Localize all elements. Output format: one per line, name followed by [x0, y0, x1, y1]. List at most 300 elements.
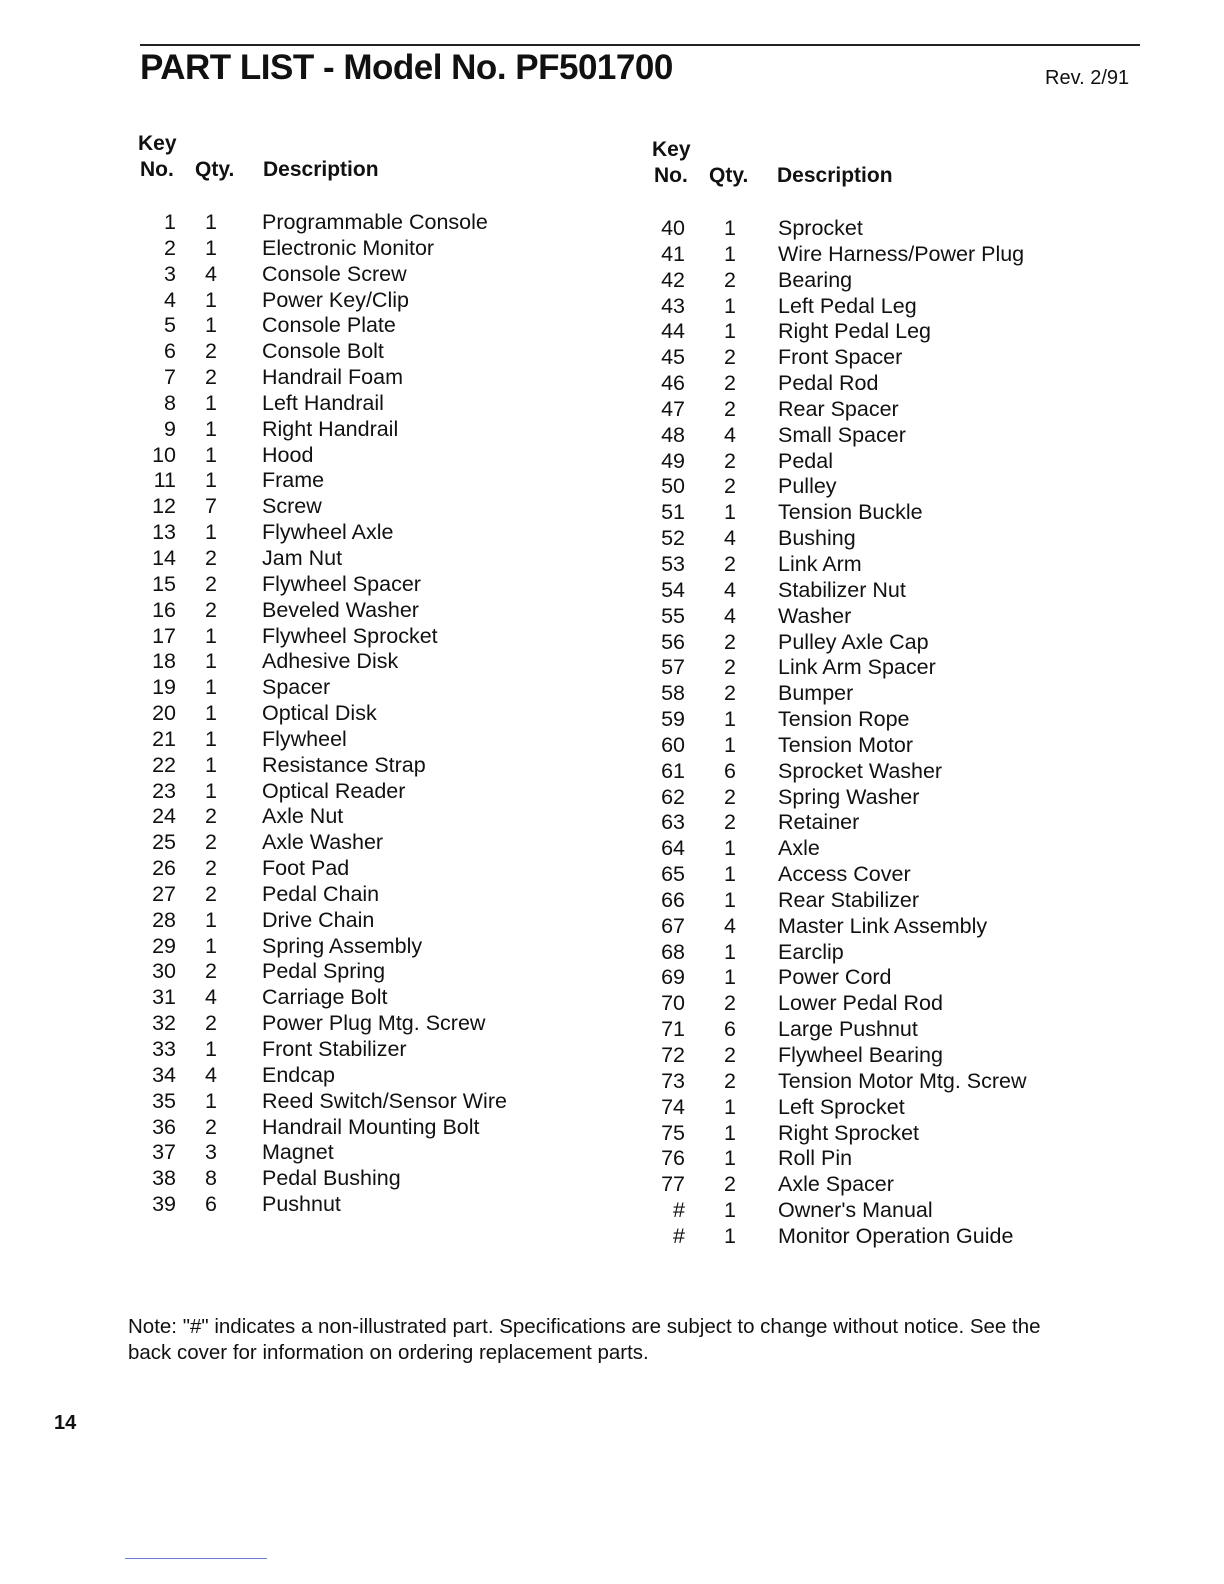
quantity: 1 [205, 390, 217, 415]
key-number: 37 [152, 1140, 176, 1165]
part-description: Optical Disk [262, 701, 377, 726]
table-row [138, 727, 618, 753]
quantity: 1 [724, 293, 736, 318]
title-rule [140, 44, 1140, 46]
part-description: Power Cord [778, 965, 892, 990]
part-description: Retainer [778, 810, 860, 835]
key-number: 11 [153, 468, 176, 493]
key-number: 25 [152, 830, 176, 855]
part-description: Magnet [262, 1140, 334, 1165]
key-number: 63 [661, 810, 685, 835]
table-row [138, 779, 618, 805]
table-row [652, 1224, 1132, 1250]
table-row [652, 604, 1132, 630]
part-description: Access Cover [778, 862, 911, 887]
quantity: 4 [724, 913, 736, 938]
table-row [652, 733, 1132, 759]
part-description: Spacer [262, 675, 331, 700]
table-row [652, 655, 1132, 681]
part-description: Jam Nut [262, 545, 343, 570]
table-row [652, 1043, 1132, 1069]
part-description: Roll Pin [778, 1146, 853, 1171]
table-row [138, 494, 618, 520]
table-row [138, 288, 618, 314]
part-description: Axle Washer [262, 830, 384, 855]
key-number: # [673, 1198, 685, 1223]
key-number: 40 [661, 216, 685, 240]
part-description: Flywheel Spacer [262, 571, 421, 596]
quantity: 1 [724, 965, 736, 990]
part-description: Flywheel Axle [262, 520, 394, 545]
key-number: 77 [661, 1172, 685, 1197]
header-key: Key [652, 138, 691, 161]
header-description: Description [263, 158, 379, 181]
header-no: No. [654, 164, 688, 187]
table-row [652, 965, 1132, 991]
part-description: Washer [778, 603, 852, 628]
quantity: 1 [205, 623, 217, 648]
key-number: 34 [152, 1062, 176, 1087]
revision-label: Rev. 2/91 [1045, 67, 1130, 89]
table-row [652, 991, 1132, 1017]
table-row [138, 1166, 618, 1192]
key-number: 62 [661, 784, 685, 809]
key-number: 57 [661, 655, 685, 680]
quantity: 4 [724, 603, 736, 628]
quantity: 2 [724, 448, 736, 473]
part-description: Beveled Washer [262, 597, 419, 622]
table-row [138, 1140, 618, 1166]
key-number: 64 [661, 836, 685, 861]
table-row [138, 1192, 618, 1218]
part-description: Pedal Chain [262, 881, 380, 906]
table-row [138, 624, 618, 650]
quantity: 2 [205, 571, 217, 596]
key-number: 48 [661, 422, 685, 447]
key-number: 44 [661, 319, 685, 344]
table-row [138, 365, 618, 391]
key-number: 6 [164, 339, 176, 364]
quantity: 2 [724, 1172, 736, 1197]
part-description: Rear Spacer [778, 396, 899, 421]
quantity: 1 [205, 1037, 217, 1061]
key-number: 29 [152, 933, 176, 958]
key-number: 46 [661, 371, 685, 396]
quantity: 4 [724, 422, 736, 447]
quantity: 2 [205, 881, 217, 906]
part-description: Pedal Bushing [262, 1166, 401, 1191]
key-number: 4 [164, 287, 176, 312]
table-row [138, 210, 618, 236]
part-description: Axle Nut [262, 804, 344, 829]
key-number: 51 [661, 500, 685, 525]
table-row [652, 1198, 1132, 1224]
part-description: Rear Stabilizer [778, 887, 919, 912]
part-description: Handrail Foam [262, 365, 403, 390]
quantity: 1 [205, 442, 217, 467]
table-row [138, 985, 618, 1011]
quantity: 2 [724, 1043, 736, 1067]
parts-table-left [138, 130, 618, 1218]
quantity: 2 [724, 345, 736, 370]
part-description: Handrail Mounting Bolt [262, 1114, 480, 1139]
table-row [652, 345, 1132, 371]
quantity: 4 [724, 577, 736, 602]
key-number: 33 [152, 1037, 176, 1061]
part-description: Stabilizer Nut [778, 577, 906, 602]
key-number: 18 [152, 649, 176, 674]
header-no: No. [140, 158, 174, 181]
table-row [138, 675, 618, 701]
key-number: 2 [164, 235, 176, 260]
part-description: Screw [262, 494, 322, 519]
part-description: Bushing [778, 526, 856, 551]
table-header [138, 130, 618, 210]
table-row [652, 242, 1132, 268]
quantity: 1 [205, 675, 217, 700]
quantity: 4 [205, 1062, 217, 1087]
table-row [138, 339, 618, 365]
quantity: 2 [205, 597, 217, 622]
header-qty: Qty. [195, 158, 235, 181]
key-number: 55 [661, 603, 685, 628]
key-number: 59 [661, 707, 685, 732]
part-description: Link Arm Spacer [778, 655, 936, 680]
part-description: Tension Buckle [778, 500, 923, 525]
key-number: 3 [164, 261, 176, 286]
part-description: Power Key/Clip [262, 287, 409, 312]
quantity: 1 [724, 319, 736, 344]
table-row [652, 1172, 1132, 1198]
quantity: 2 [205, 1011, 217, 1036]
part-description: Earclip [778, 939, 844, 964]
table-header [652, 136, 1132, 216]
quantity: 1 [205, 416, 217, 441]
key-number: 38 [152, 1166, 176, 1191]
quantity: 1 [205, 726, 217, 751]
key-number: 56 [661, 629, 685, 654]
key-number: 27 [152, 881, 176, 906]
table-row [652, 500, 1132, 526]
table-row [138, 262, 618, 288]
table-row [652, 1121, 1132, 1147]
part-description: Frame [262, 468, 325, 493]
part-description: Console Plate [262, 313, 396, 338]
key-number: 43 [661, 293, 685, 318]
quantity: 2 [724, 655, 736, 680]
quantity: 2 [205, 365, 217, 390]
quantity: 2 [205, 804, 217, 829]
key-number: 72 [661, 1043, 685, 1067]
part-description: Wire Harness/Power Plug [778, 241, 1025, 266]
table-row [652, 474, 1132, 500]
table-row [652, 707, 1132, 733]
key-number: 17 [152, 623, 176, 648]
table-row [652, 630, 1132, 656]
part-description: Sprocket Washer [778, 758, 943, 783]
quantity: 1 [205, 778, 217, 803]
table-row [138, 1063, 618, 1089]
part-description: Left Handrail [262, 390, 384, 415]
page-title: PART LIST - Model No. PF501700 [140, 48, 673, 87]
part-description: Console Screw [262, 261, 407, 286]
table-row [652, 914, 1132, 940]
quantity: 3 [205, 1140, 217, 1165]
quantity: 4 [205, 261, 217, 286]
key-number: 76 [661, 1146, 685, 1171]
part-description: Programmable Console [262, 210, 488, 234]
quantity: 4 [724, 526, 736, 551]
key-number: 30 [152, 959, 176, 984]
quantity: 1 [205, 313, 217, 338]
key-number: 31 [152, 985, 176, 1010]
scan-artifact-line [125, 1558, 267, 1559]
key-number: 10 [152, 442, 176, 467]
parts-rows [652, 216, 1132, 1250]
key-number: 22 [152, 752, 176, 777]
quantity: 1 [205, 287, 217, 312]
key-number: 13 [152, 520, 176, 545]
quantity: 1 [205, 649, 217, 674]
table-row [138, 649, 618, 675]
quantity: 1 [724, 500, 736, 525]
part-description: Small Spacer [778, 422, 906, 447]
table-row [138, 1011, 618, 1037]
quantity: 2 [724, 681, 736, 706]
quantity: 2 [724, 474, 736, 499]
table-row [138, 391, 618, 417]
header-description: Description [777, 164, 893, 187]
part-description: Electronic Monitor [262, 235, 435, 260]
part-description: Reed Switch/Sensor Wire [262, 1088, 507, 1113]
table-row [652, 423, 1132, 449]
quantity: 4 [205, 985, 217, 1010]
page-number: 14 [54, 1412, 77, 1434]
key-number: 5 [164, 313, 176, 338]
table-row [138, 856, 618, 882]
part-description: Drive Chain [262, 907, 375, 932]
part-description: Axle [778, 836, 820, 861]
part-description: Pedal [778, 448, 833, 473]
quantity: 1 [205, 907, 217, 932]
key-number: 24 [152, 804, 176, 829]
table-row [652, 759, 1132, 785]
quantity: 1 [205, 933, 217, 958]
part-description: Right Pedal Leg [778, 319, 931, 344]
quantity: 2 [724, 551, 736, 576]
key-number: 7 [164, 365, 176, 390]
table-row [652, 836, 1132, 862]
part-description: Axle Spacer [778, 1172, 894, 1197]
key-number: 32 [152, 1011, 176, 1036]
quantity: 2 [724, 784, 736, 809]
header-key: Key [138, 132, 177, 155]
key-number: 67 [661, 913, 685, 938]
table-row [138, 830, 618, 856]
key-number: 9 [164, 416, 176, 441]
part-description: Left Pedal Leg [778, 293, 917, 318]
key-number: 70 [661, 991, 685, 1016]
quantity: 2 [724, 396, 736, 421]
key-number: 47 [661, 396, 685, 421]
key-number: 14 [152, 545, 176, 570]
part-description: Power Plug Mtg. Screw [262, 1011, 486, 1036]
part-description: Flywheel Bearing [778, 1043, 943, 1067]
key-number: 19 [152, 675, 176, 700]
part-description: Front Spacer [778, 345, 903, 370]
table-row [138, 313, 618, 339]
table-row [138, 1037, 618, 1063]
key-number: 74 [661, 1094, 685, 1119]
quantity: 6 [205, 1192, 217, 1217]
table-row [138, 572, 618, 598]
table-row [652, 681, 1132, 707]
part-description: Spring Washer [778, 784, 920, 809]
quantity: 2 [205, 545, 217, 570]
table-row [138, 882, 618, 908]
quantity: 1 [724, 1146, 736, 1171]
quantity: 1 [724, 241, 736, 266]
table-row [652, 397, 1132, 423]
part-description: Spring Assembly [262, 933, 423, 958]
part-description: Carriage Bolt [262, 985, 388, 1010]
table-row [138, 959, 618, 985]
part-description: Console Bolt [262, 339, 384, 364]
key-number: 73 [661, 1068, 685, 1093]
part-description: Left Sprocket [778, 1094, 905, 1119]
quantity: 8 [205, 1166, 217, 1191]
key-number: 35 [152, 1088, 176, 1113]
part-description: Flywheel [262, 726, 347, 751]
key-number: 68 [661, 939, 685, 964]
part-description: Foot Pad [262, 856, 350, 881]
key-number: 53 [661, 551, 685, 576]
quantity: 2 [205, 339, 217, 364]
part-description: Large Pushnut [778, 1017, 918, 1042]
part-description: Resistance Strap [262, 752, 426, 777]
key-number: 12 [152, 494, 176, 519]
footnote-line-2: back cover for information on ordering replacement parts. [128, 1341, 649, 1364]
part-description: Master Link Assembly [778, 913, 988, 938]
quantity: 1 [205, 210, 217, 234]
table-row [652, 552, 1132, 578]
key-number: 60 [661, 732, 685, 757]
part-description: Pedal Spring [262, 959, 386, 984]
key-number: 39 [152, 1192, 176, 1217]
table-row [138, 468, 618, 494]
part-description: Tension Motor Mtg. Screw [778, 1068, 1027, 1093]
key-number: 41 [661, 241, 685, 266]
table-row [138, 1115, 618, 1141]
table-row [138, 1089, 618, 1115]
part-description: Bumper [778, 681, 854, 706]
table-row [138, 443, 618, 469]
quantity: 1 [205, 235, 217, 260]
key-number: 54 [661, 577, 685, 602]
key-number: 69 [661, 965, 685, 990]
quantity: 2 [724, 371, 736, 396]
quantity: 2 [205, 959, 217, 984]
parts-rows [138, 210, 618, 1218]
part-description: Right Sprocket [778, 1120, 920, 1145]
part-description: Front Stabilizer [262, 1037, 407, 1061]
key-number: 49 [661, 448, 685, 473]
part-description: Lower Pedal Rod [778, 991, 943, 1016]
quantity: 1 [724, 732, 736, 757]
parts-table-right [652, 136, 1132, 1250]
table-row [652, 319, 1132, 345]
quantity: 1 [724, 836, 736, 861]
quantity: 2 [724, 810, 736, 835]
table-row [652, 1069, 1132, 1095]
key-number: 75 [661, 1120, 685, 1145]
quantity: 2 [205, 830, 217, 855]
part-description: Endcap [262, 1062, 335, 1087]
key-number: 1 [164, 210, 176, 234]
table-row [138, 546, 618, 572]
key-number: 21 [152, 726, 176, 751]
part-description: Sprocket [778, 216, 863, 240]
key-number: 26 [152, 856, 176, 881]
quantity: 1 [724, 1223, 736, 1248]
table-row [652, 1146, 1132, 1172]
table-row [652, 888, 1132, 914]
part-description: Pedal Rod [778, 371, 879, 396]
table-row [138, 908, 618, 934]
table-row [652, 940, 1132, 966]
footnote [128, 1314, 1128, 1366]
part-description: Bearing [778, 267, 853, 292]
quantity: 2 [205, 1114, 217, 1139]
part-description: Tension Motor [778, 732, 914, 757]
key-number: 50 [661, 474, 685, 499]
quantity: 1 [205, 520, 217, 545]
part-description: Hood [262, 442, 314, 467]
quantity: 1 [724, 707, 736, 732]
quantity: 1 [205, 701, 217, 726]
table-row [652, 294, 1132, 320]
key-number: 23 [152, 778, 176, 803]
table-row [652, 1017, 1132, 1043]
table-row [652, 449, 1132, 475]
table-row [652, 785, 1132, 811]
quantity: 1 [205, 1088, 217, 1113]
key-number: 65 [661, 862, 685, 887]
part-description: Flywheel Sprocket [262, 623, 438, 648]
quantity: 2 [724, 629, 736, 654]
table-row [138, 804, 618, 830]
quantity: 1 [724, 887, 736, 912]
part-description: Right Handrail [262, 416, 399, 441]
quantity: 2 [205, 856, 217, 881]
quantity: 1 [724, 939, 736, 964]
table-row [652, 810, 1132, 836]
table-row [138, 417, 618, 443]
key-number: 16 [152, 597, 176, 622]
quantity: 2 [724, 991, 736, 1016]
key-number: 15 [152, 571, 176, 596]
quantity: 1 [724, 1120, 736, 1145]
part-description: Pulley [778, 474, 837, 499]
part-description: Owner's Manual [778, 1198, 933, 1223]
quantity: 1 [724, 1198, 736, 1223]
quantity: 1 [724, 1094, 736, 1119]
quantity: 2 [724, 267, 736, 292]
key-number: 45 [661, 345, 685, 370]
table-row [138, 934, 618, 960]
key-number: 28 [152, 907, 176, 932]
key-number: 52 [661, 526, 685, 551]
